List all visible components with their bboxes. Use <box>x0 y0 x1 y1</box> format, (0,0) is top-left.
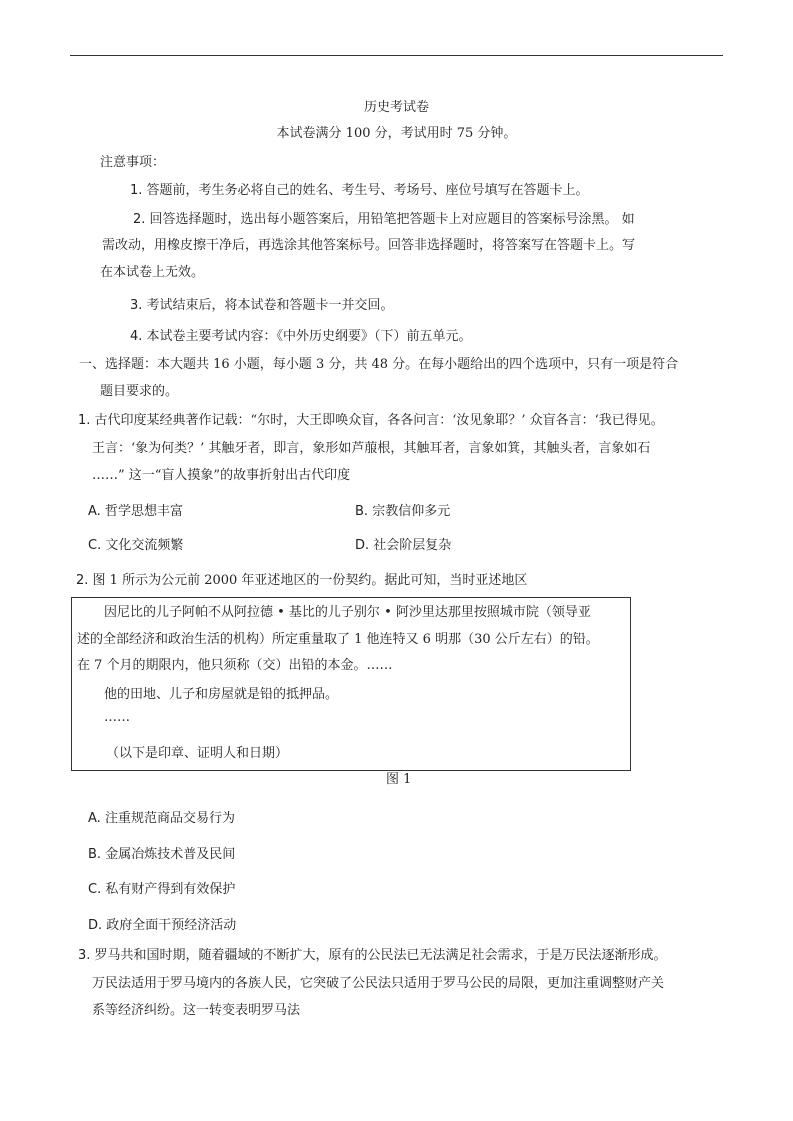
question-1-option-b[interactable] <box>355 505 450 518</box>
notice-item-2 <box>133 213 635 226</box>
section-heading-line-2: 题目要求的。 <box>100 384 179 399</box>
option-text: 社会阶层复杂 <box>373 538 452 553</box>
notice-item-text: 本试卷主要考试内容：《中外历史纲要》（下）前五单元。 <box>146 329 472 344</box>
contract-line-2: 述的全部经济和政治生活的机构）所定重量取了 1 他连特又 6 明那（30 公斤左右）的铅。 <box>77 632 599 647</box>
question-stem: 罗马共和国时期，随着疆域的不断扩大，原有的公民法已无法满足社会需求，于是万民法逐渐形成。 <box>94 948 667 963</box>
question-2-option-c[interactable] <box>88 883 235 896</box>
notice-item-3 <box>130 299 394 312</box>
contract-line-1: 因尼比的儿子阿帕不从阿拉德 • 基比的儿子别尔 • 阿沙里达那里按照城市院（领导亚 <box>104 605 591 620</box>
question-3-line-2: 万民法适用于罗马境内的各族人民，它突破了公民法只适用于罗马公民的局限，更加注重调整财产关 <box>92 976 665 991</box>
question-number: 2. <box>76 573 89 588</box>
contract-figure-box <box>71 597 631 771</box>
question-1-line-3: ……” 这一“盲人摸象”的故事折射出古代印度 <box>92 468 351 483</box>
option-letter: A. <box>88 504 101 519</box>
option-text: 文化交流频繁 <box>105 538 184 553</box>
option-text: 政府全面干预经济活动 <box>106 918 237 933</box>
notice-item-number: 1. <box>130 183 143 198</box>
option-letter: D. <box>355 538 370 553</box>
question-2-option-d[interactable] <box>88 919 236 932</box>
question-2-option-a[interactable] <box>88 812 235 825</box>
question-3-line-1 <box>78 949 667 962</box>
header-rule <box>70 55 723 56</box>
question-1-option-d[interactable] <box>355 539 451 552</box>
contract-line-6: （以下是印章、证明人和日期） <box>106 746 289 761</box>
option-letter: B. <box>355 504 369 519</box>
question-1-option-c[interactable] <box>88 539 183 552</box>
figure-caption: 图 1 <box>386 772 412 787</box>
question-number: 3. <box>78 948 91 963</box>
notice-item-text: 答题前，考生务必将自己的姓名、考生号、考场号、座位号填写在答题卡上。 <box>146 183 589 198</box>
notice-item-number: 3. <box>130 298 143 313</box>
option-text: 哲学思想丰富 <box>104 504 183 519</box>
notice-item-2-line-3: 在本试卷上无效。 <box>100 265 205 280</box>
question-3-line-3: 系等经济纠纷。这一转变表明罗马法 <box>92 1003 301 1018</box>
notice-item-text: 考试结束后，将本试卷和答题卡一并交回。 <box>146 298 394 313</box>
page-subtitle: 本试卷满分 100 分，考试用时 75 分钟。 <box>276 126 517 141</box>
question-1-option-a[interactable] <box>88 505 183 518</box>
question-number: 1. <box>78 413 91 428</box>
notice-item-text: 回答选择题时，选出每小题答案后，用铅笔把答题卡上对应题目的答案标号涂黑。 如 <box>149 212 635 227</box>
option-letter: C. <box>88 882 102 897</box>
option-text: 宗教信仰多元 <box>372 504 451 519</box>
question-1-line-2: 王言：‘象为何类？’ 其触牙者，即言，象形如芦菔根，其触耳者，言象如箕，其触头者，言象如石 <box>92 441 651 456</box>
notice-item-1 <box>130 184 589 197</box>
notice-item-4 <box>130 330 472 343</box>
page-title: 历史考试卷 <box>363 100 429 115</box>
option-text: 注重规范商品交易行为 <box>104 811 235 826</box>
contract-line-4: 他的田地、儿子和房屋就是铅的抵押品。 <box>104 687 339 702</box>
option-letter: B. <box>88 847 102 862</box>
contract-line-3: 在 7 个月的期限内，他只须称（交）出铅的本金。…… <box>77 658 393 673</box>
question-2-stem <box>76 574 527 587</box>
notice-heading: 注意事项： <box>100 155 166 170</box>
option-text: 金属冶炼技术普及民间 <box>105 847 236 862</box>
option-letter: A. <box>88 811 101 826</box>
option-text: 私有财产得到有效保护 <box>105 882 236 897</box>
contract-line-5: …… <box>104 710 130 725</box>
notice-item-2-line-2: 需改动，用橡皮擦干净后，再选涂其他答案标号。回答非选择题时，将答案写在答题卡上。写 <box>102 238 636 253</box>
question-stem: 图 1 所示为公元前 2000 年亚述地区的一份契约。据此可知，当时亚述地区 <box>92 573 528 588</box>
notice-item-number: 4. <box>130 329 143 344</box>
option-letter: D. <box>88 918 103 933</box>
notice-item-number: 2. <box>133 212 146 227</box>
section-heading: 一、选择题：本大题共 16 小题，每小题 3 分，共 48 分。在每小题给出的四个选项中，只有一项是符合 <box>79 357 679 372</box>
question-2-option-b[interactable] <box>88 848 235 861</box>
question-stem: 古代印度某经典著作记载：“尔时，大王即唤众盲，各各问言：‘汝见象耶？’ 众盲各言：‘我已得见。 <box>94 413 664 428</box>
question-1-line-1 <box>78 414 664 427</box>
option-letter: C. <box>88 538 102 553</box>
